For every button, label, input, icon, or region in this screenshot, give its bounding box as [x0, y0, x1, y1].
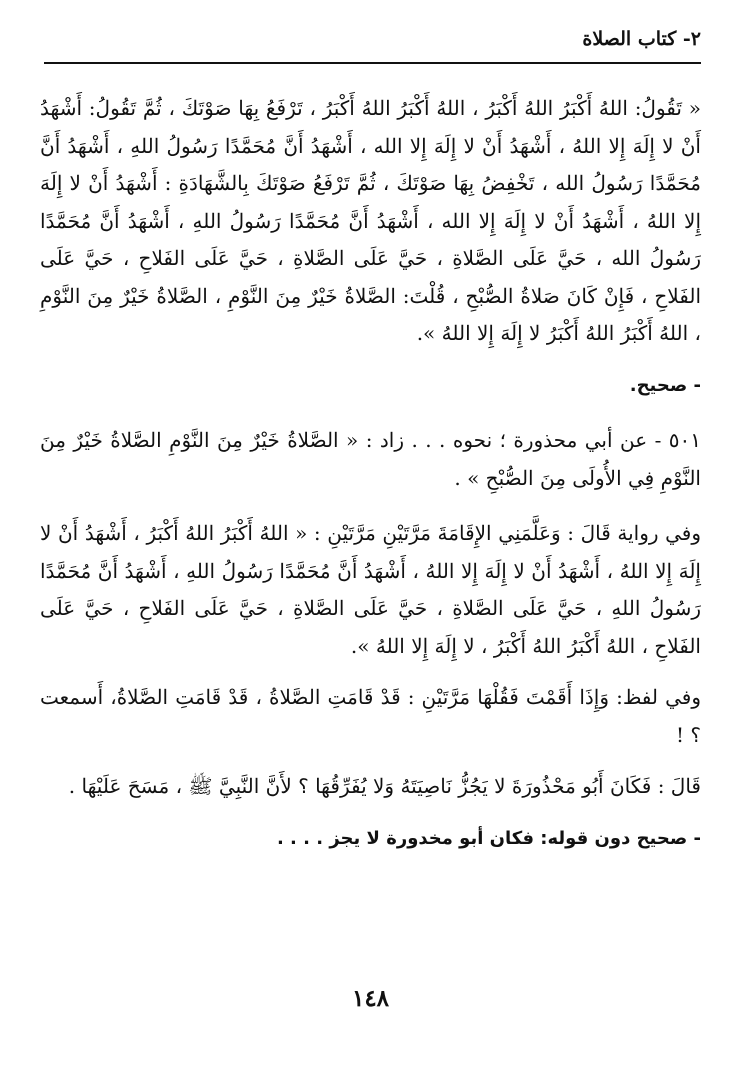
chapter-title: ٢- كتاب الصلاة — [582, 28, 701, 50]
page-header — [44, 20, 701, 64]
page-number: ١٤٨ — [351, 985, 390, 1012]
grading-note-exception: - صحيح دون قوله: فكان أبو مخدورة لا يجز . . . . — [276, 827, 701, 849]
hadith-iqama-narration: وفي رواية قَالَ : وَعَلَّمَنِي الإِقَامَةَ مَرَّتَيْنِ مَرَّتَيْنِ : « اللهُ أَكْبَرُ اللهُ أَكْبَرُ ، أَشْهَدُ أَنْ لا إِلَهَ إِلا اللهُ ، أَشْهَدُ أَنْ لا إِلَهَ إِلا اللهُ ، أَشْهَدُ أَنَّ مُحَمَّدًا رَسُولُ اللهِ ، أَشْهَدُ أَنَّ مُحَمَّدًا رَسُولُ اللهِ ، حَيَّ عَلَى الصَّلاةِ ، حَيَّ عَلَى الصَّلاةِ ، حَيَّ عَلَى الفَلاحِ ، حَيَّ عَلَى الفَلاحِ ، اللهُ أَكْبَرُ اللهُ أَكْبَرُ ، لا إِلَهَ إِلا اللهُ ». — [40, 521, 701, 658]
hadith-wording-variant: وفي لفظ: وَإِذَا أَقَمْتَ فَقُلْهَا مَرَّتَيْنِ : قَدْ قَامَتِ الصَّلاةُ ، قَدْ قَامَتِ الصَّلاةُ، أَسمعت ؟ ! — [40, 685, 701, 747]
hadith-501: ٥٠١ - عن أبي محذورة ؛ نحوه . . . زاد : « الصَّلاةُ خَيْرٌ مِنَ النَّوْمِ الصَّلاةُ خَيْرٌ مِنَ النَّوْمِ فِي الأُولَى مِنَ الصُّبْحِ » . — [40, 428, 701, 490]
page-body — [40, 90, 701, 857]
grading-note: - صحيح. — [629, 374, 701, 396]
hadith-text-adhan: « تَقُولُ: اللهُ أَكْبَرُ اللهُ أَكْبَرُ ، اللهُ أَكْبَرُ اللهُ أَكْبَرُ ، تَرْفَعُ بِهَا صَوْتَكَ ، ثُمَّ تَقُولُ: أَشْهَدُ أَنْ لا إِلَهَ إِلا اللهُ ، أَشْهَدُ أَنْ لا إِلَهَ إِلا الله ، أَشْهَدُ أَنَّ مُحَمَّدًا رَسُولُ اللهِ ، أَشْهَدُ أَنَّ مُحَمَّدًا رَسُولُ الله ، تَخْفِضُ بِهَا صَوْتَكَ ، ثُمَّ تَرْفَعُ صَوْتَكَ بِالشَّهَادَةِ : أَشْهَدُ أَنْ لا إِلَهَ إِلا اللهُ ، أَشْهَدُ أَنْ لا إِلَهَ إِلا الله ، أَشْهَدُ أَنَّ مُحَمَّدًا رَسُولُ اللهِ ، أَشْهَدُ أَنَّ مُحَمَّدًا رَسُولُ الله ، حَيَّ عَلَى الصَّلاةِ ، حَيَّ عَلَى الصَّلاةِ ، حَيَّ عَلَى الفَلاحِ ، حَيَّ عَلَى الفَلاحِ ، فَإِنْ كَانَ صَلاةُ الصُّبْحِ ، قُلْتَ: الصَّلاةُ خَيْرٌ مِنَ النَّوْمِ ، الصَّلاةُ خَيْرٌ مِنَ النَّوْمِ ، اللهُ أَكْبَرُ اللهُ أَكْبَرُ لا إِلَهَ إِلا اللهُ ». — [40, 96, 701, 345]
hadith-narrator-note: قَالَ : فَكَانَ أَبُو مَحْذُورَةَ لا يَجُزُّ نَاصِيَتَهُ وَلا يُفَرِّقُهَا ؟ لأَنَّ النَّبِيَّ ﷺ ، مَسَحَ عَلَيْهَا . — [68, 774, 701, 798]
